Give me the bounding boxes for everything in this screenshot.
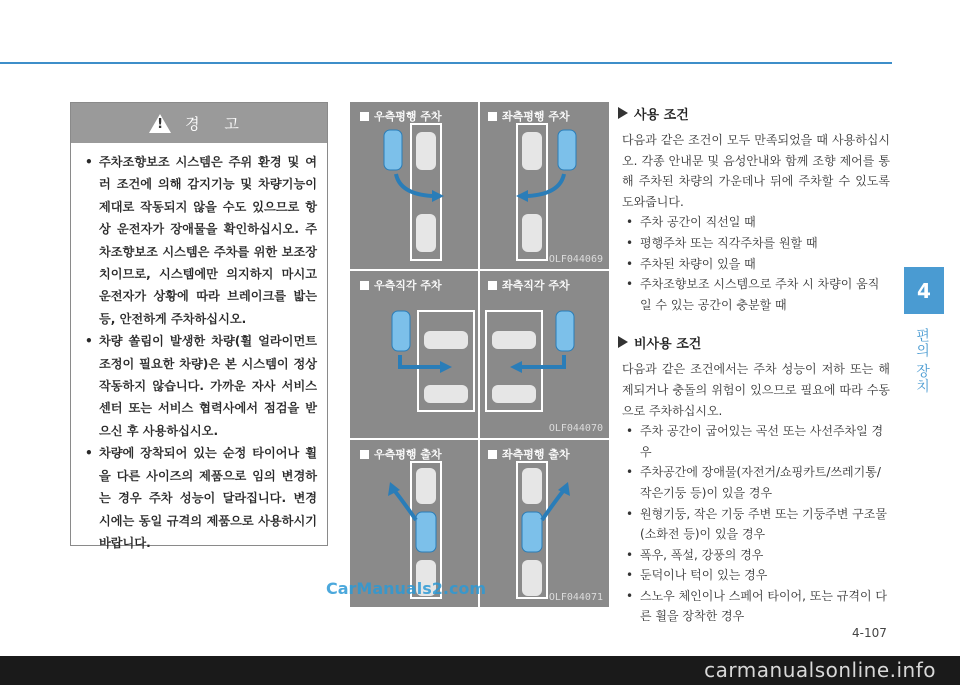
perpendicular-parking-illustration xyxy=(350,271,609,438)
list-item: • 주차 공간이 직선일 때 xyxy=(624,212,890,233)
warning-header xyxy=(71,103,327,143)
triangle-bullet-icon xyxy=(618,107,628,119)
diagram-title: 우측평행 출차 xyxy=(360,446,442,462)
diagram-code: OLF044071 xyxy=(548,592,603,603)
warning-list xyxy=(71,143,327,554)
chapter-tab[interactable]: 4 xyxy=(904,267,944,314)
diagram-title: 좌측평행 출차 xyxy=(488,446,570,462)
diagram-title: 좌측평행 주차 xyxy=(488,108,570,124)
diagram-title: 우측평행 주차 xyxy=(360,108,442,124)
warning-box xyxy=(70,102,328,550)
use-conditions-list xyxy=(618,212,890,315)
warning-title: 경 고 xyxy=(185,114,249,133)
footer-banner xyxy=(0,656,960,685)
warning-item: • 주차조향보조 시스템은 주위 환경 및 여러 조건에 의해 감지기능 및 차량기능이 제대로 작동되지 않을 수도 있으므로 항상 운전자가 장애물을 확인하십시오. 주차조향보조 시스템은 주차를 위한 보조장치이므로, 시스템에만 의지하지 마시고 운전자가 상황에 따라 브레이크를 밟는 등, 안전하게 주차하십시오. xyxy=(85,151,317,330)
warning-item: • 차량에 장착되어 있는 순정 타이어나 휠을 다른 사이즈의 제품으로 임의 변경하는 경우 주차 성능이 달라집니다. 변경 시에는 동일 규격의 제품으로 사용하시기 바랍니다. xyxy=(85,442,317,554)
list-item: • 주차된 차량이 있을 때 xyxy=(624,254,890,275)
footer-site[interactable]: carmanualsonline.info xyxy=(704,658,936,682)
chapter-label: 편의 장치 xyxy=(914,328,930,394)
parallel-parking-illustration xyxy=(350,102,609,269)
triangle-bullet-icon xyxy=(618,336,628,348)
warning-icon xyxy=(149,114,171,133)
conditions-column xyxy=(618,102,890,627)
list-item: • 평행주차 또는 직각주차를 원할 때 xyxy=(624,233,890,254)
non-use-conditions-heading: 비사용 조건 xyxy=(618,331,890,353)
diagram-parallel-parking xyxy=(350,102,609,269)
list-item: • 주차공간에 장애물(자전거/쇼핑카트/쓰레기통/작은기둥 등)이 있을 경우 xyxy=(624,462,890,503)
diagram-perpendicular-parking xyxy=(350,271,609,438)
diagram-title: 좌측직각 주차 xyxy=(488,277,570,293)
non-use-conditions-list xyxy=(618,421,890,627)
list-item: • 주차 공간이 굽어있는 곡선 또는 사선주차일 경우 xyxy=(624,421,890,462)
use-conditions-heading: 사용 조건 xyxy=(618,102,890,124)
list-item: • 폭우, 폭설, 강풍의 경우 xyxy=(624,545,890,566)
list-item: • 원형기둥, 작은 기둥 주변 또는 기둥주변 구조물(소화전 등)이 있을 경우 xyxy=(624,504,890,545)
watermark-link[interactable]: CarManuals2.com xyxy=(326,579,487,598)
diagram-code: OLF044069 xyxy=(548,254,603,265)
diagram-title: 우측직각 주차 xyxy=(360,277,442,293)
list-item: • 주차조향보조 시스템으로 주차 시 차량이 움직일 수 있는 공간이 충분할 때 xyxy=(624,274,890,315)
diagram-code: OLF044070 xyxy=(548,423,603,434)
list-item: • 둔덕이나 턱이 있는 경우 xyxy=(624,565,890,586)
warning-item: • 차량 쏠림이 발생한 차량(휠 얼라이먼트 조정이 필요한 차량)은 본 시스템이 정상 작동하지 않습니다. 가까운 자사 서비스센터 또는 서비스 협력사에서 점검을 받으신 후 사용하십시오. xyxy=(85,330,317,442)
use-conditions-text: 다음과 같은 조건이 모두 만족되었을 때 사용하십시오. 각종 안내문 및 음성안내와 함께 조향 제어를 통해 주차된 차량의 가운데나 뒤에 주차할 수 있도록 도와줍니다. xyxy=(622,133,890,209)
non-use-conditions-text: 다음과 같은 조건에서는 주차 성능이 저하 또는 해제되거나 충돌의 위험이 있으므로 필요에 따라 수동으로 주차하십시오. xyxy=(622,362,890,418)
list-item: • 스노우 체인이나 스페어 타이어, 또는 규격이 다른 휠을 장착한 경우 xyxy=(624,586,890,627)
page-number: 4-107 xyxy=(852,626,887,640)
header-rule xyxy=(0,62,892,64)
